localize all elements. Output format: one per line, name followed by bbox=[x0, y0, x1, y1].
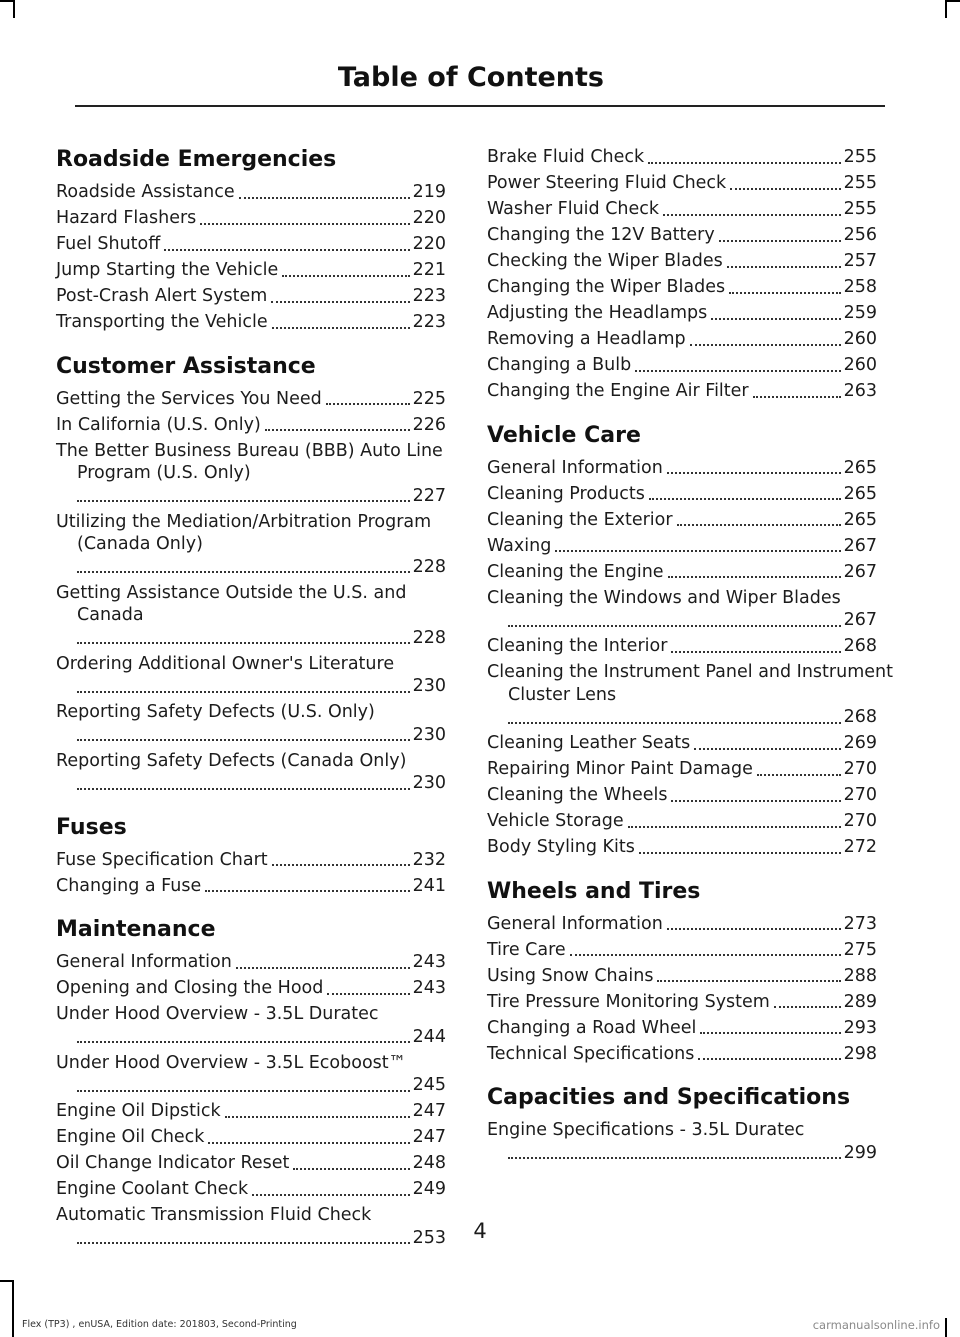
dot-leader bbox=[635, 370, 840, 372]
toc-entry[interactable] bbox=[56, 414, 446, 437]
toc-entry-label: Body Styling Kits bbox=[487, 837, 635, 857]
toc-entry-page: 243 bbox=[412, 952, 446, 972]
toc-entry[interactable] bbox=[487, 991, 877, 1014]
toc-entry-page: 273 bbox=[843, 913, 877, 934]
toc-entry-page: 270 bbox=[843, 811, 877, 831]
toc-entry-label: Cleaning the Engine bbox=[487, 561, 664, 582]
toc-entry-label: The Better Business Bureau (BBB) Auto Line Program (U.S. Only) bbox=[56, 440, 443, 483]
toc-entry-label: Cleaning the Instrument Panel and Instrument Cluster Lens bbox=[487, 662, 893, 705]
toc-entry[interactable] bbox=[487, 276, 877, 299]
toc-entry[interactable] bbox=[487, 1043, 877, 1066]
toc-entry-label: Cleaning the Windows and Wiper Blades bbox=[487, 587, 841, 608]
dot-leader bbox=[663, 214, 841, 216]
toc-section bbox=[56, 915, 446, 1249]
section-heading: Vehicle Care bbox=[487, 422, 641, 448]
toc-section bbox=[487, 146, 877, 403]
section-heading: Capacities and Specifications bbox=[487, 1085, 851, 1110]
toc-entry[interactable] bbox=[487, 965, 877, 988]
toc-entry-page: 221 bbox=[412, 260, 446, 280]
dot-leader bbox=[77, 739, 410, 741]
toc-entry-page: 259 bbox=[843, 303, 877, 323]
toc-entry-page: 226 bbox=[412, 414, 446, 435]
toc-entry-label: Getting Assistance Outside the U.S. and Canada bbox=[56, 582, 407, 625]
toc-entry-page: 255 bbox=[843, 147, 877, 167]
section-heading: Customer Assistance bbox=[56, 353, 316, 379]
dot-leader bbox=[239, 197, 410, 199]
page-title: Table of Contents bbox=[337, 62, 604, 93]
toc-entry[interactable] bbox=[56, 582, 446, 650]
toc-section bbox=[487, 421, 893, 859]
toc-entry-label: Opening and Closing the Hood bbox=[56, 978, 324, 998]
crop-mark-bottom-right-vertical bbox=[945, 1318, 947, 1337]
toc-entry[interactable] bbox=[56, 1178, 446, 1201]
toc-entry[interactable] bbox=[487, 732, 877, 755]
toc-entry-page: 247 bbox=[412, 1127, 446, 1147]
dot-leader bbox=[200, 223, 409, 225]
toc-entry-page: 265 bbox=[843, 457, 877, 478]
dot-leader bbox=[282, 275, 409, 277]
toc-entry-page: 230 bbox=[412, 724, 446, 745]
toc-entry[interactable] bbox=[487, 1017, 877, 1040]
toc-entry-page: 245 bbox=[412, 1075, 446, 1095]
toc-entry-page: 227 bbox=[412, 485, 446, 506]
toc-entry-label: General Information bbox=[487, 913, 663, 934]
toc-entry[interactable] bbox=[56, 259, 446, 282]
toc-entry-label: Power Steering Fluid Check bbox=[487, 173, 727, 193]
page-number: 4 bbox=[473, 1219, 487, 1243]
toc-entry-label: Tire Pressure Monitoring System bbox=[487, 991, 770, 1012]
toc-right-column bbox=[487, 146, 893, 1168]
toc-entry-page: 248 bbox=[412, 1153, 446, 1173]
dot-leader bbox=[690, 344, 841, 346]
toc-entry[interactable] bbox=[487, 250, 877, 273]
dot-leader bbox=[271, 301, 409, 303]
dot-leader bbox=[508, 1157, 841, 1159]
dot-leader bbox=[252, 1194, 409, 1196]
dot-leader bbox=[628, 826, 841, 828]
toc-entry[interactable] bbox=[487, 810, 877, 833]
toc-entry-page: 257 bbox=[843, 251, 877, 271]
toc-entry-label: Under Hood Overview - 3.5L Ecoboost™ bbox=[56, 1052, 407, 1073]
toc-entry-page: 267 bbox=[843, 535, 877, 556]
toc-entry[interactable] bbox=[487, 483, 877, 506]
toc-entry[interactable] bbox=[487, 172, 877, 195]
dot-leader bbox=[208, 1142, 409, 1144]
toc-entry[interactable] bbox=[487, 836, 877, 859]
dot-leader bbox=[649, 498, 841, 500]
toc-entry[interactable] bbox=[487, 509, 877, 532]
dot-leader bbox=[293, 1168, 409, 1170]
toc-entry[interactable] bbox=[56, 233, 446, 256]
dot-leader bbox=[570, 954, 841, 956]
toc-entry[interactable] bbox=[56, 875, 446, 898]
toc-entry-label: Reporting Safety Defects (U.S. Only) bbox=[56, 702, 375, 722]
toc-entry[interactable] bbox=[487, 913, 877, 936]
dot-leader bbox=[667, 928, 841, 930]
toc-left-column bbox=[56, 145, 446, 1253]
toc-entry[interactable] bbox=[56, 1052, 446, 1097]
toc-entry-page: 230 bbox=[412, 676, 446, 696]
toc-entry[interactable] bbox=[56, 849, 446, 872]
toc-entry[interactable] bbox=[56, 1126, 446, 1149]
crop-mark-bottom-left-vertical bbox=[12, 1280, 14, 1337]
toc-entry[interactable] bbox=[56, 388, 446, 411]
toc-entry-page: 268 bbox=[843, 636, 877, 656]
toc-entry-label: Technical Specifications bbox=[487, 1043, 695, 1064]
dot-leader bbox=[77, 1041, 410, 1043]
toc-entry-label: Brake Fluid Check bbox=[487, 147, 645, 167]
toc-entry[interactable] bbox=[487, 1119, 877, 1164]
dot-leader bbox=[236, 967, 410, 969]
section-heading: Wheels and Tires bbox=[487, 878, 701, 904]
toc-entry-label: Oil Change Indicator Reset bbox=[56, 1153, 290, 1173]
dot-leader bbox=[77, 500, 410, 502]
dot-leader bbox=[508, 722, 841, 724]
toc-entry-label: Jump Starting the Vehicle bbox=[56, 260, 279, 280]
dot-leader bbox=[77, 691, 410, 693]
toc-entry-page: 289 bbox=[843, 991, 877, 1012]
toc-section bbox=[56, 145, 446, 334]
dot-leader bbox=[77, 571, 410, 573]
toc-entry-label: Cleaning Leather Seats bbox=[487, 733, 691, 753]
toc-entry[interactable] bbox=[487, 535, 877, 558]
dot-leader bbox=[205, 890, 409, 892]
dot-leader bbox=[508, 625, 841, 627]
toc-entry[interactable] bbox=[56, 653, 446, 698]
dot-leader bbox=[719, 240, 841, 242]
toc-entry-label: Changing a Bulb bbox=[487, 355, 632, 375]
dot-leader bbox=[753, 396, 841, 398]
toc-entry-page: 223 bbox=[412, 286, 446, 306]
toc-entry-page: 270 bbox=[843, 785, 877, 805]
crop-mark-top-right-vertical bbox=[945, 0, 947, 18]
toc-entry[interactable] bbox=[56, 977, 446, 1000]
toc-entry-page: 269 bbox=[843, 733, 877, 753]
toc-entry-label: Removing a Headlamp bbox=[487, 329, 686, 349]
toc-entry-label: Using Snow Chains bbox=[487, 965, 654, 986]
toc-entry-page: 243 bbox=[412, 978, 446, 998]
toc-entry-page: 260 bbox=[843, 329, 877, 349]
dot-leader bbox=[729, 292, 840, 294]
crop-mark-top-left-vertical bbox=[13, 0, 15, 18]
toc-entry[interactable] bbox=[56, 951, 446, 974]
toc-entry[interactable] bbox=[487, 198, 877, 221]
toc-entry-page: 225 bbox=[412, 388, 446, 409]
toc-entry-label: Vehicle Storage bbox=[487, 811, 624, 831]
dot-leader bbox=[77, 642, 410, 644]
dot-leader bbox=[774, 1006, 841, 1008]
toc-section bbox=[487, 877, 877, 1066]
toc-entry-page: 258 bbox=[843, 277, 877, 297]
toc-entry[interactable] bbox=[487, 146, 877, 169]
toc-entry[interactable] bbox=[487, 661, 893, 729]
dot-leader bbox=[694, 748, 840, 750]
dot-leader bbox=[164, 249, 409, 251]
toc-entry-page: 299 bbox=[843, 1142, 877, 1163]
toc-entry-label: Ordering Additional Owner's Literature bbox=[56, 653, 395, 674]
dot-leader bbox=[77, 788, 410, 790]
toc-entry-label: Tire Care bbox=[487, 939, 566, 960]
toc-entry-label: Transporting the Vehicle bbox=[56, 312, 268, 332]
footer-edition-info: Flex (TP3) , enUSA, Edition date: 201803, Second-Printing bbox=[22, 1319, 297, 1330]
dot-leader bbox=[677, 524, 841, 526]
toc-entry[interactable] bbox=[56, 207, 446, 230]
toc-entry-page: 288 bbox=[843, 965, 877, 986]
toc-entry-label: Cleaning the Exterior bbox=[487, 509, 673, 530]
toc-entry-page: 228 bbox=[412, 556, 446, 577]
dot-leader bbox=[698, 1058, 840, 1060]
crop-mark-top-right bbox=[945, 0, 960, 2]
toc-entry-label: Cleaning the Interior bbox=[487, 636, 668, 656]
toc-entry-label: Engine Oil Dipstick bbox=[56, 1101, 221, 1121]
toc-entry-label: Changing the 12V Battery bbox=[487, 225, 715, 245]
dot-leader bbox=[668, 576, 841, 578]
dot-leader bbox=[639, 852, 841, 854]
dot-leader bbox=[225, 1116, 410, 1118]
toc-entry-label: Cleaning Products bbox=[487, 483, 645, 504]
toc-entry-page: 249 bbox=[412, 1179, 446, 1199]
toc-entry-page: 255 bbox=[843, 199, 877, 219]
toc-entry-label: Checking the Wiper Blades bbox=[487, 251, 723, 271]
toc-entry-page: 263 bbox=[843, 381, 877, 401]
dot-leader bbox=[77, 1090, 410, 1092]
toc-entry[interactable] bbox=[487, 380, 877, 403]
dot-leader bbox=[555, 550, 840, 552]
toc-entry-page: 255 bbox=[843, 173, 877, 193]
toc-entry[interactable] bbox=[487, 758, 877, 781]
header-divider bbox=[75, 105, 885, 107]
toc-entry-page: 230 bbox=[412, 773, 446, 793]
toc-entry[interactable] bbox=[56, 311, 446, 334]
toc-entry-page: 298 bbox=[843, 1043, 877, 1064]
toc-entry[interactable] bbox=[56, 440, 446, 508]
toc-entry[interactable] bbox=[487, 302, 877, 325]
toc-entry-label: Post-Crash Alert System bbox=[56, 286, 268, 306]
toc-entry-label: Engine Oil Check bbox=[56, 1127, 205, 1147]
dot-leader bbox=[700, 1032, 840, 1034]
toc-entry-label: Engine Specifications - 3.5L Duratec bbox=[487, 1120, 805, 1140]
dot-leader bbox=[667, 472, 841, 474]
dot-leader bbox=[648, 162, 840, 164]
toc-entry-label: Cleaning the Wheels bbox=[487, 785, 668, 805]
watermark: carmanualsonline.info bbox=[812, 1318, 940, 1332]
toc-entry-label: Changing the Engine Air Filter bbox=[487, 381, 749, 401]
toc-entry[interactable] bbox=[487, 224, 877, 247]
toc-entry[interactable] bbox=[56, 511, 446, 579]
dot-leader bbox=[727, 266, 841, 268]
dot-leader bbox=[272, 327, 410, 329]
toc-entry[interactable] bbox=[56, 285, 446, 308]
toc-entry[interactable] bbox=[487, 354, 877, 377]
toc-entry-page: 223 bbox=[412, 312, 446, 332]
toc-entry[interactable] bbox=[56, 1100, 446, 1123]
toc-entry-page: 256 bbox=[843, 225, 877, 245]
toc-entry-label: Utilizing the Mediation/Arbitration Program (Canada Only) bbox=[56, 511, 432, 554]
toc-entry[interactable] bbox=[487, 784, 877, 807]
dot-leader bbox=[657, 980, 840, 982]
toc-entry-page: 244 bbox=[412, 1026, 446, 1047]
toc-entry-page: 268 bbox=[843, 707, 877, 727]
toc-entry-page: 272 bbox=[843, 837, 877, 857]
toc-entry[interactable] bbox=[487, 587, 877, 632]
toc-section bbox=[56, 813, 446, 898]
toc-entry-page: 293 bbox=[843, 1017, 877, 1038]
dot-leader bbox=[711, 318, 840, 320]
dot-leader bbox=[730, 188, 840, 190]
toc-entry-label: General Information bbox=[56, 952, 232, 972]
toc-entry-label: Engine Coolant Check bbox=[56, 1179, 249, 1199]
toc-entry-label: Automatic Transmission Fluid Check bbox=[56, 1205, 372, 1225]
toc-entry-page: 265 bbox=[843, 483, 877, 504]
section-heading: Fuses bbox=[56, 814, 127, 840]
toc-entry-label: Fuse Specification Chart bbox=[56, 849, 268, 870]
toc-entry-label: Waxing bbox=[487, 535, 552, 556]
toc-entry-page: 265 bbox=[843, 509, 877, 530]
toc-entry-label: Under Hood Overview - 3.5L Duratec bbox=[56, 1004, 379, 1024]
toc-entry[interactable] bbox=[487, 457, 877, 480]
toc-entry[interactable] bbox=[56, 181, 446, 204]
toc-entry-page: 228 bbox=[412, 627, 446, 648]
toc-entry-page: 232 bbox=[412, 849, 446, 870]
toc-entry-page: 275 bbox=[843, 939, 877, 960]
section-heading: Roadside Emergencies bbox=[56, 147, 337, 172]
toc-entry-page: 247 bbox=[412, 1101, 446, 1121]
toc-entry[interactable] bbox=[487, 635, 877, 658]
dot-leader bbox=[327, 993, 409, 995]
toc-entry-label: Hazard Flashers bbox=[56, 208, 197, 228]
toc-entry-label: Washer Fluid Check bbox=[487, 199, 660, 219]
toc-entry-label: Repairing Minor Paint Damage bbox=[487, 759, 753, 779]
toc-entry-page: 220 bbox=[412, 234, 446, 254]
toc-entry-page: 241 bbox=[412, 875, 446, 896]
dot-leader bbox=[326, 403, 410, 405]
toc-entry-label: Getting the Services You Need bbox=[56, 388, 322, 409]
dot-leader bbox=[671, 651, 840, 653]
toc-entry[interactable] bbox=[56, 1003, 446, 1048]
toc-entry-label: Reporting Safety Defects (Canada Only) bbox=[56, 750, 407, 771]
toc-entry-page: 267 bbox=[843, 610, 877, 630]
toc-entry-page: 220 bbox=[412, 208, 446, 228]
toc-entry-page: 253 bbox=[412, 1227, 446, 1248]
toc-entry-label: Changing the Wiper Blades bbox=[487, 277, 726, 297]
toc-entry[interactable] bbox=[487, 939, 877, 962]
toc-entry-label: Changing a Fuse bbox=[56, 875, 202, 896]
toc-entry-page: 267 bbox=[843, 561, 877, 582]
dot-leader bbox=[265, 429, 410, 431]
dot-leader bbox=[272, 864, 410, 866]
dot-leader bbox=[671, 800, 840, 802]
toc-entry-label: Fuel Shutoff bbox=[56, 234, 161, 254]
toc-entry-label: General Information bbox=[487, 457, 663, 478]
toc-entry-page: 270 bbox=[843, 759, 877, 779]
dot-leader bbox=[757, 774, 841, 776]
toc-entry[interactable] bbox=[56, 750, 446, 795]
toc-section bbox=[56, 352, 446, 795]
toc-entry-label: Adjusting the Headlamps bbox=[487, 303, 708, 323]
toc-entry-label: Changing a Road Wheel bbox=[487, 1017, 697, 1038]
toc-entry[interactable] bbox=[56, 701, 446, 746]
toc-entry[interactable] bbox=[487, 561, 877, 584]
toc-entry-page: 260 bbox=[843, 355, 877, 375]
toc-entry-page: 219 bbox=[412, 182, 446, 202]
toc-section bbox=[487, 1083, 877, 1164]
toc-entry[interactable] bbox=[487, 328, 877, 351]
section-heading: Maintenance bbox=[56, 917, 216, 942]
toc-entry-label: Roadside Assistance bbox=[56, 182, 235, 202]
toc-entry-label: In California (U.S. Only) bbox=[56, 414, 261, 435]
toc-entry[interactable] bbox=[56, 1152, 446, 1175]
